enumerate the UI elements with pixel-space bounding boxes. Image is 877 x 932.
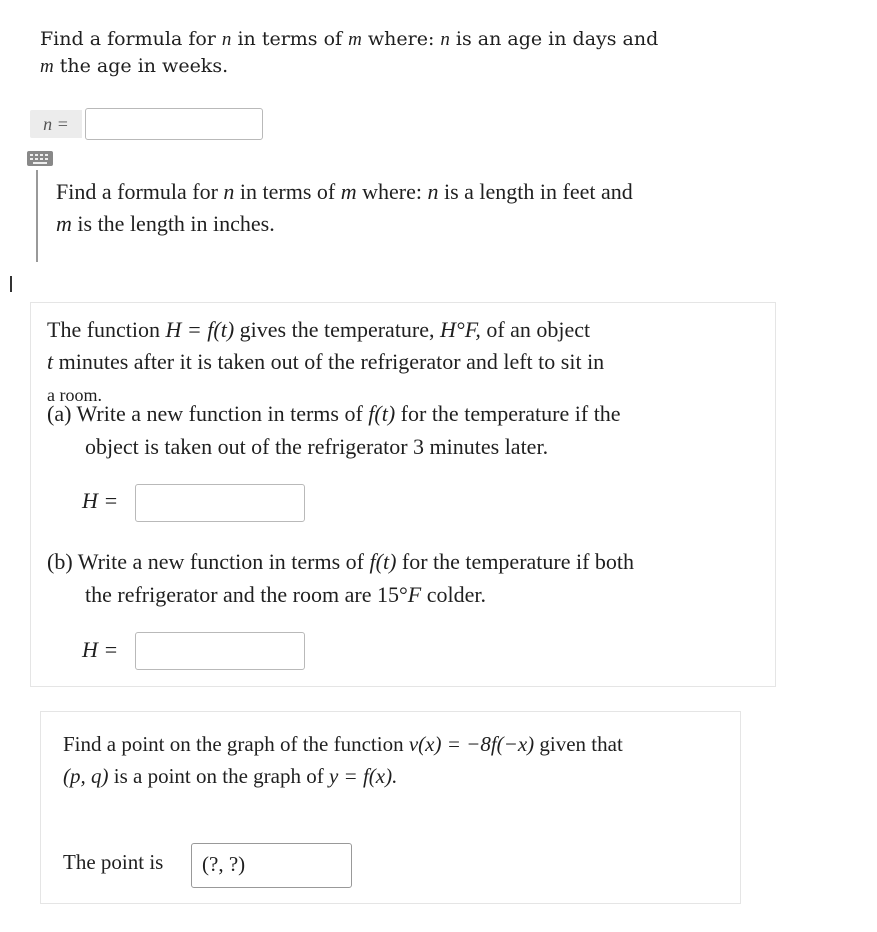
point-answer-value: (?, ?) <box>202 852 246 876</box>
keyboard-icon[interactable] <box>27 151 53 166</box>
n-equals-label: n = <box>30 110 82 138</box>
part-b-text: (b) Write a new function in terms of f(t) for the temperature if both the refrigerator and the room are 15°F colder. <box>47 549 635 607</box>
point-answer-label: The point is <box>63 850 164 874</box>
part-a-h-label: H = <box>82 488 119 513</box>
point-answer-input[interactable] <box>191 843 352 888</box>
part-a-answer-input[interactable] <box>135 484 305 522</box>
part-a-text: (a) Write a new function in terms of f(t) for the temperature if the object is taken out of the refrigerator 3 minutes later. <box>47 401 621 459</box>
question-3-text: The function H = f(t) gives the temperature, H°F, of an object t minutes after it is taken out of the refrigerator and left to sit in a room. <box>47 317 605 405</box>
question-4-text: Find a point on the graph of the function v(x) = −8f(−x) given that (p, q) is a point on the graph of y = f(x). <box>63 732 623 788</box>
n-answer-input[interactable] <box>85 108 263 140</box>
text-cursor <box>10 276 12 292</box>
part-b-answer-input[interactable] <box>135 632 305 670</box>
part-b-h-label: H = <box>82 637 119 662</box>
question-1-text: Find a formula for n in terms of m where: n is an age in days and m the age in weeks. <box>40 28 659 77</box>
question-2-text: Find a formula for n in terms of m where: n is a length in feet and m is the length in inches. <box>36 170 796 262</box>
